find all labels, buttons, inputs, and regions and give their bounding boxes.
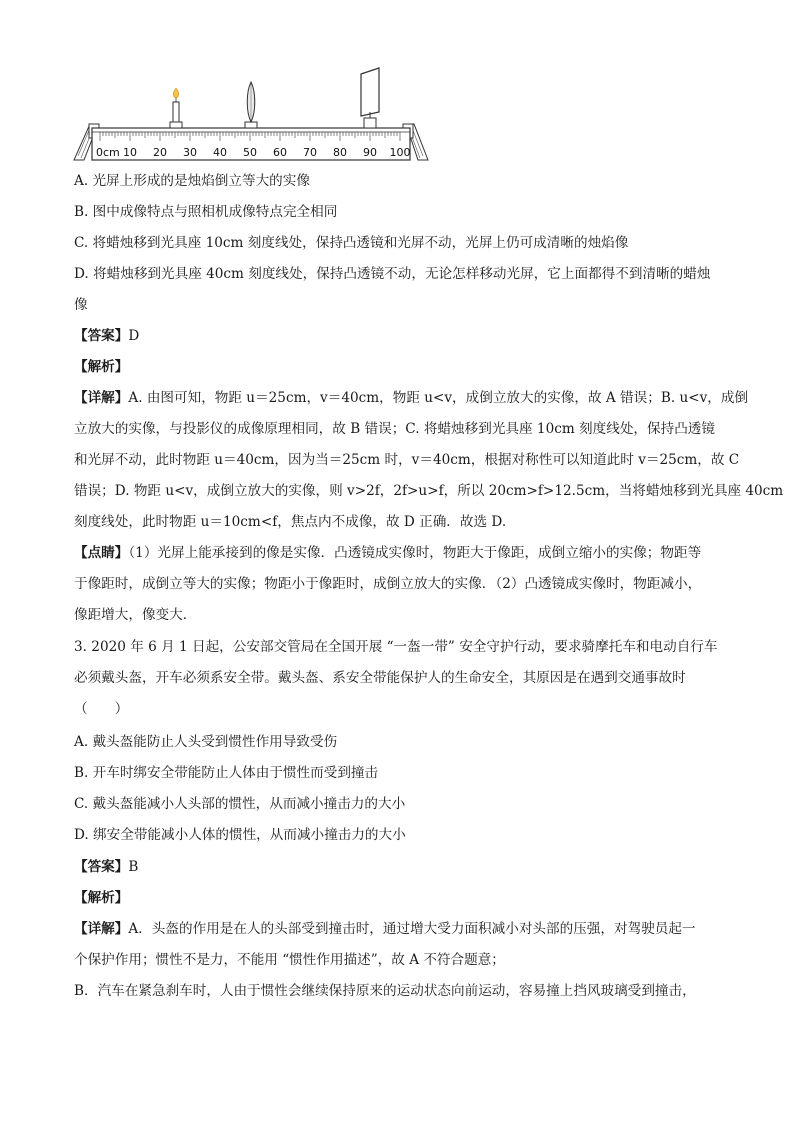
scale-label: 80 — [333, 146, 347, 159]
q2-answer — [74, 327, 139, 345]
answer-label: 【答案】 — [74, 328, 129, 344]
q2-option-d-cont: 像 — [74, 297, 88, 313]
scale-label: 0cm — [96, 146, 120, 159]
q3-option-b: B. 开车时绑安全带能防止人体由于惯性而受到撞击 — [74, 765, 379, 781]
q2-analysis-label: 【解析】 — [74, 359, 129, 375]
q2-tip-line-2: 于像距时，成倒立等大的实像；物距小于像距时，成倒立放大的实像．（2）凸透镜成实像时，物距减小， — [74, 576, 702, 592]
scale-label: 60 — [273, 146, 287, 159]
q3-option-c: C. 戴头盔能减小人头部的惯性，从而减小撞击力的大小 — [74, 796, 406, 812]
q2-detail-line-3: 和光屏不动，此时物距 u＝40cm，因为当＝25cm 时，v＝40cm，根据对称性可以知道此时 v＝25cm，故 C — [74, 452, 740, 468]
q2-tip-line-1 — [74, 544, 701, 562]
tip-label: 【点睛】 — [74, 545, 129, 561]
q2-detail-line-4: 错误；D. 物距 u<v，成倒立放大的实像，则 v>2f，2f>u>f，所以 20cm>f>12.5cm，当将蜡烛移到光具座 40cm — [74, 483, 784, 499]
detail-text: A．头盔的作用是在人的头部受到撞击时，通过增大受力面积减小对头部的压强，对驾驶员起一 — [128, 921, 696, 937]
q2-detail-line-2: 立放大的实像，与投影仪的成像原理相同，故 B 错误；C. 将蜡烛移到光具座 10cm 刻度线处，保持凸透镜 — [74, 421, 715, 437]
light-screen — [361, 68, 379, 128]
q2-option-c: C. 将蜡烛移到光具座 10cm 刻度线处，保持凸透镜和光屏不动，光屏上仍可成清晰的烛焰像 — [74, 235, 629, 251]
detail-label: 【详解】 — [74, 390, 129, 406]
answer-value: B — [128, 859, 139, 875]
tip-text: （1）光屏上能承接到的像是实像．凸透镜成实像时，物距大于像距，成倒立缩小的实像；物距等 — [128, 545, 702, 561]
scale-label: 30 — [183, 146, 197, 159]
q3-detail-line-2: 个保护作用；惯性不是力，不能用 “惯性作用描述”，故 A 不符合题意； — [74, 952, 505, 968]
q3-option-d: D. 绑安全带能减小人体的惯性，从而减小撞击力的大小 — [74, 827, 406, 843]
q2-option-a: A. 光屏上形成的是烛焰倒立等大的实像 — [74, 173, 310, 189]
scale-label: 20 — [153, 146, 167, 159]
q2-option-b: B. 图中成像特点与照相机成像特点完全相同 — [74, 204, 338, 220]
scale-label: 100 — [389, 146, 411, 159]
q3-detail-line-1 — [74, 920, 696, 938]
scale-label: 40 — [213, 146, 227, 159]
detail-label: 【详解】 — [74, 921, 129, 937]
detail-text: A. 由图可知，物距 u＝25cm，v＝40cm，物距 u<v，成倒立放大的实像，故 A 错误；B. u<v，成倒 — [128, 390, 749, 406]
q3-analysis-label: 【解析】 — [74, 890, 129, 906]
candle — [170, 88, 182, 128]
q2-detail-line-5: 刻度线处，此时物距 u＝10cm<f，焦点内不成像，故 D 正确．故选 D. — [74, 514, 507, 530]
answer-value: D — [128, 328, 140, 344]
q2-option-d: D. 将蜡烛移到光具座 40cm 刻度线处，保持凸透镜不动，无论怎样移动光屏，它上面都得不到清晰的蜡烛 — [74, 266, 711, 282]
scale-label: 90 — [363, 146, 377, 159]
q3-answer — [74, 858, 138, 876]
answer-label: 【答案】 — [74, 859, 129, 875]
scale-label: 10 — [123, 146, 137, 159]
q3-stem-line-3: （ ） — [74, 701, 129, 717]
optical-bench-figure — [70, 62, 440, 166]
q2-tip-line-3: 像距增大，像变大． — [74, 607, 197, 623]
q3-detail-line-3: B．汽车在紧急刹车时，人由于惯性会继续保持原来的运动状态向前运动，容易撞上挡风玻璃受到撞击， — [74, 983, 696, 999]
q3-stem-line-2: 必须戴头盔，开车必须系安全带。戴头盔、系安全带能保护人的生命安全，其原因是在遇到交通事故时 — [74, 670, 686, 686]
q2-detail-line-1 — [74, 389, 748, 407]
scale-label: 70 — [303, 146, 317, 159]
q3-stem-line-1: 3. 2020 年 6 月 1 日起，公安部交管局在全国开展 “一盔一带” 安全守护行动，要求骑摩托车和电动自行车 — [74, 639, 718, 655]
q3-option-a: A. 戴头盔能防止人头受到惯性作用导致受伤 — [74, 734, 338, 750]
scale-label: 50 — [243, 146, 257, 159]
convex-lens — [245, 82, 257, 128]
